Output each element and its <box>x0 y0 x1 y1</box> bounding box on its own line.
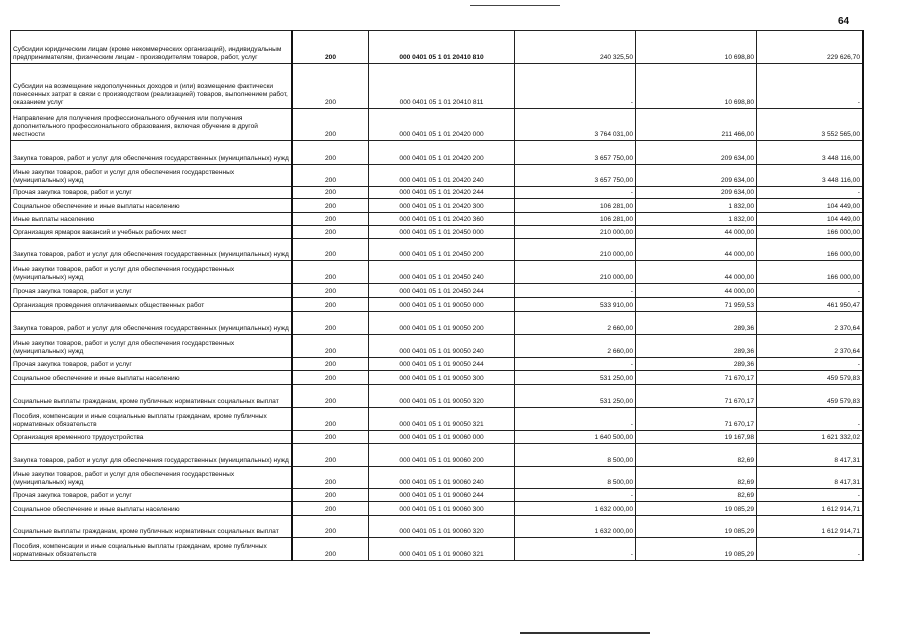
row-code: 200 <box>292 141 369 165</box>
row-unexecuted-amount: 2 370,64 <box>757 335 864 358</box>
table-row <box>11 516 864 538</box>
row-name: Субсидии юридическим лицам (кроме некоммерческих организаций), индивидуальным предпринимателям, физическим лицам - производителям товаров, работ, услуг <box>11 31 293 64</box>
row-code: 200 <box>292 239 369 261</box>
row-executed-amount: 71 959,53 <box>636 298 757 312</box>
row-classification-code: 000 0401 05 1 01 20420 300 <box>369 199 515 213</box>
scan-artifact-line <box>520 632 650 634</box>
row-approved-amount: - <box>515 358 636 371</box>
row-classification-code: 000 0401 05 1 01 90050 320 <box>369 385 515 408</box>
row-approved-amount: - <box>515 408 636 431</box>
table-row <box>11 489 864 502</box>
row-executed-amount: 44 000,00 <box>636 284 757 298</box>
row-approved-amount: 533 910,00 <box>515 298 636 312</box>
table-row <box>11 199 864 213</box>
table-row <box>11 371 864 385</box>
row-classification-code: 000 0401 05 1 01 20450 200 <box>369 239 515 261</box>
row-executed-amount: 209 634,00 <box>636 187 757 199</box>
table-row <box>11 358 864 371</box>
row-executed-amount: 44 000,00 <box>636 239 757 261</box>
row-unexecuted-amount: 1 612 914,71 <box>757 516 864 538</box>
row-executed-amount: 82,69 <box>636 444 757 467</box>
row-name: Социальные выплаты гражданам, кроме публичных нормативных социальных выплат <box>11 516 293 538</box>
row-approved-amount: - <box>515 538 636 561</box>
row-classification-code: 000 0401 05 1 01 90050 000 <box>369 298 515 312</box>
row-classification-code: 000 0401 05 1 01 90060 200 <box>369 444 515 467</box>
row-code: 200 <box>292 298 369 312</box>
table-row <box>11 31 864 64</box>
row-code: 200 <box>292 284 369 298</box>
row-executed-amount: 71 670,17 <box>636 371 757 385</box>
row-approved-amount: 2 660,00 <box>515 335 636 358</box>
row-unexecuted-amount: 2 370,64 <box>757 312 864 335</box>
row-executed-amount: 71 670,17 <box>636 385 757 408</box>
row-unexecuted-amount: 166 000,00 <box>757 261 864 284</box>
row-name: Направление для получения профессионального обучения или получения дополнительного профессионального образования, включая обучение в другой местности <box>11 109 293 141</box>
row-executed-amount: 82,69 <box>636 489 757 502</box>
row-code: 200 <box>292 516 369 538</box>
table-row <box>11 385 864 408</box>
row-approved-amount: 8 500,00 <box>515 467 636 489</box>
table-row <box>11 213 864 226</box>
row-code: 200 <box>292 489 369 502</box>
row-unexecuted-amount: 104 449,00 <box>757 199 864 213</box>
row-approved-amount: 531 250,00 <box>515 371 636 385</box>
row-classification-code: 000 0401 05 1 01 90050 244 <box>369 358 515 371</box>
row-classification-code: 000 0401 05 1 01 90060 300 <box>369 502 515 516</box>
table-row <box>11 538 864 561</box>
row-unexecuted-amount: 459 579,83 <box>757 385 864 408</box>
row-approved-amount: 106 281,00 <box>515 213 636 226</box>
row-approved-amount: - <box>515 64 636 109</box>
row-classification-code: 000 0401 05 1 01 20450 240 <box>369 261 515 284</box>
row-classification-code: 000 0401 05 1 01 20450 000 <box>369 226 515 239</box>
row-executed-amount: 1 832,00 <box>636 213 757 226</box>
row-name: Социальное обеспечение и иные выплаты населению <box>11 199 293 213</box>
row-code: 200 <box>292 385 369 408</box>
row-name: Иные выплаты населению <box>11 213 293 226</box>
row-name: Иные закупки товаров, работ и услуг для обеспечения государственных (муниципальных) нужд <box>11 165 293 187</box>
row-unexecuted-amount: 8 417,31 <box>757 444 864 467</box>
row-name: Субсидии на возмещение недополученных доходов и (или) возмещение фактически понесенных затрат в связи с производством (реализацией) товаров, выполнением работ, оказанием услуг <box>11 64 293 109</box>
row-code: 200 <box>292 261 369 284</box>
row-code: 200 <box>292 444 369 467</box>
row-name: Организация проведения оплачиваемых общественных работ <box>11 298 293 312</box>
row-executed-amount: 44 000,00 <box>636 261 757 284</box>
row-unexecuted-amount: 1 621 332,02 <box>757 431 864 444</box>
row-code: 200 <box>292 467 369 489</box>
row-executed-amount: 1 832,00 <box>636 199 757 213</box>
row-unexecuted-amount: - <box>757 538 864 561</box>
row-approved-amount: 1 632 000,00 <box>515 516 636 538</box>
table-row <box>11 187 864 199</box>
table-row <box>11 239 864 261</box>
row-executed-amount: 289,36 <box>636 312 757 335</box>
row-unexecuted-amount: - <box>757 408 864 431</box>
row-classification-code: 000 0401 05 1 01 90050 321 <box>369 408 515 431</box>
row-code: 200 <box>292 335 369 358</box>
row-executed-amount: 10 698,80 <box>636 64 757 109</box>
budget-execution-table <box>10 30 864 561</box>
row-approved-amount: 531 250,00 <box>515 385 636 408</box>
row-unexecuted-amount: 8 417,31 <box>757 467 864 489</box>
row-classification-code: 000 0401 05 1 01 90060 240 <box>369 467 515 489</box>
table-row <box>11 298 864 312</box>
row-approved-amount: 210 000,00 <box>515 239 636 261</box>
row-name: Закупка товаров, работ и услуг для обеспечения государственных (муниципальных) нужд <box>11 239 293 261</box>
table-row <box>11 226 864 239</box>
row-executed-amount: 289,36 <box>636 358 757 371</box>
row-executed-amount: 211 466,00 <box>636 109 757 141</box>
row-executed-amount: 209 634,00 <box>636 165 757 187</box>
row-code: 200 <box>292 187 369 199</box>
row-classification-code: 000 0401 05 1 01 90060 321 <box>369 538 515 561</box>
row-unexecuted-amount: 104 449,00 <box>757 213 864 226</box>
table-row <box>11 502 864 516</box>
row-unexecuted-amount: 229 626,70 <box>757 31 864 64</box>
table-row <box>11 444 864 467</box>
row-name: Пособия, компенсации и иные социальные выплаты гражданам, кроме публичных нормативных обязательств <box>11 538 293 561</box>
row-code: 200 <box>292 358 369 371</box>
row-name: Иные закупки товаров, работ и услуг для обеспечения государственных (муниципальных) нужд <box>11 261 293 284</box>
row-code: 200 <box>292 538 369 561</box>
row-executed-amount: 71 670,17 <box>636 408 757 431</box>
row-classification-code: 000 0401 05 1 01 90050 300 <box>369 371 515 385</box>
row-unexecuted-amount: - <box>757 284 864 298</box>
row-code: 200 <box>292 31 369 64</box>
row-classification-code: 000 0401 05 1 01 20420 000 <box>369 109 515 141</box>
row-approved-amount: 1 640 500,00 <box>515 431 636 444</box>
row-name: Прочая закупка товаров, работ и услуг <box>11 284 293 298</box>
row-unexecuted-amount: 461 950,47 <box>757 298 864 312</box>
row-code: 200 <box>292 408 369 431</box>
table-row <box>11 284 864 298</box>
row-executed-amount: 289,36 <box>636 335 757 358</box>
row-unexecuted-amount: 3 448 116,00 <box>757 141 864 165</box>
row-code: 200 <box>292 226 369 239</box>
row-executed-amount: 82,69 <box>636 467 757 489</box>
row-name: Прочая закупка товаров, работ и услуг <box>11 187 293 199</box>
row-classification-code: 000 0401 05 1 01 20410 810 <box>369 31 515 64</box>
row-executed-amount: 44 000,00 <box>636 226 757 239</box>
row-approved-amount: - <box>515 187 636 199</box>
page-number: 64 <box>838 16 850 27</box>
table-row <box>11 261 864 284</box>
row-name: Пособия, компенсации и иные социальные выплаты гражданам, кроме публичных нормативных обязательств <box>11 408 293 431</box>
row-name: Закупка товаров, работ и услуг для обеспечения государственных (муниципальных) нужд <box>11 141 293 165</box>
row-name: Закупка товаров, работ и услуг для обеспечения государственных (муниципальных) нужд <box>11 312 293 335</box>
row-classification-code: 000 0401 05 1 01 90050 200 <box>369 312 515 335</box>
row-approved-amount: 3 657 750,00 <box>515 165 636 187</box>
row-unexecuted-amount: - <box>757 358 864 371</box>
row-classification-code: 000 0401 05 1 01 20410 811 <box>369 64 515 109</box>
row-name: Закупка товаров, работ и услуг для обеспечения государственных (муниципальных) нужд <box>11 444 293 467</box>
row-approved-amount: - <box>515 489 636 502</box>
row-code: 200 <box>292 312 369 335</box>
row-name: Иные закупки товаров, работ и услуг для обеспечения государственных (муниципальных) нужд <box>11 335 293 358</box>
row-approved-amount: 210 000,00 <box>515 261 636 284</box>
row-unexecuted-amount: - <box>757 489 864 502</box>
row-executed-amount: 19 167,98 <box>636 431 757 444</box>
row-unexecuted-amount: 1 612 914,71 <box>757 502 864 516</box>
row-unexecuted-amount: - <box>757 64 864 109</box>
row-code: 200 <box>292 64 369 109</box>
table-row <box>11 141 864 165</box>
row-name: Социальные выплаты гражданам, кроме публичных нормативных социальных выплат <box>11 385 293 408</box>
row-unexecuted-amount: 3 448 116,00 <box>757 165 864 187</box>
row-name: Прочая закупка товаров, работ и услуг <box>11 358 293 371</box>
row-executed-amount: 19 085,29 <box>636 538 757 561</box>
row-name: Иные закупки товаров, работ и услуг для обеспечения государственных (муниципальных) нужд <box>11 467 293 489</box>
row-approved-amount: 106 281,00 <box>515 199 636 213</box>
row-unexecuted-amount: 166 000,00 <box>757 239 864 261</box>
table-row <box>11 109 864 141</box>
row-unexecuted-amount: 459 579,83 <box>757 371 864 385</box>
row-code: 200 <box>292 431 369 444</box>
row-classification-code: 000 0401 05 1 01 90060 320 <box>369 516 515 538</box>
table-row <box>11 335 864 358</box>
row-name: Социальное обеспечение и иные выплаты населению <box>11 502 293 516</box>
row-classification-code: 000 0401 05 1 01 20420 240 <box>369 165 515 187</box>
row-executed-amount: 209 634,00 <box>636 141 757 165</box>
row-code: 200 <box>292 371 369 385</box>
row-classification-code: 000 0401 05 1 01 20420 360 <box>369 213 515 226</box>
scan-artifact-line <box>470 5 560 6</box>
row-code: 200 <box>292 165 369 187</box>
row-approved-amount: 3 764 031,00 <box>515 109 636 141</box>
row-name: Организация ярмарок вакансий и учебных рабочих мест <box>11 226 293 239</box>
table-row <box>11 408 864 431</box>
row-classification-code: 000 0401 05 1 01 90060 244 <box>369 489 515 502</box>
row-classification-code: 000 0401 05 1 01 20420 200 <box>369 141 515 165</box>
row-executed-amount: 19 085,29 <box>636 516 757 538</box>
row-approved-amount: 3 657 750,00 <box>515 141 636 165</box>
row-unexecuted-amount: 166 000,00 <box>757 226 864 239</box>
row-code: 200 <box>292 502 369 516</box>
row-classification-code: 000 0401 05 1 01 20420 244 <box>369 187 515 199</box>
row-approved-amount: 8 500,00 <box>515 444 636 467</box>
row-name: Социальное обеспечение и иные выплаты населению <box>11 371 293 385</box>
table-row <box>11 431 864 444</box>
table-row <box>11 165 864 187</box>
row-approved-amount: 210 000,00 <box>515 226 636 239</box>
row-code: 200 <box>292 199 369 213</box>
row-unexecuted-amount: 3 552 565,00 <box>757 109 864 141</box>
row-classification-code: 000 0401 05 1 01 20450 244 <box>369 284 515 298</box>
row-code: 200 <box>292 109 369 141</box>
row-name: Организация временного трудоустройства <box>11 431 293 444</box>
row-executed-amount: 19 085,29 <box>636 502 757 516</box>
row-code: 200 <box>292 213 369 226</box>
row-approved-amount: 240 325,50 <box>515 31 636 64</box>
row-classification-code: 000 0401 05 1 01 90060 000 <box>369 431 515 444</box>
row-approved-amount: 2 660,00 <box>515 312 636 335</box>
table-row <box>11 64 864 109</box>
table-row <box>11 467 864 489</box>
table-row <box>11 312 864 335</box>
row-approved-amount: - <box>515 284 636 298</box>
row-classification-code: 000 0401 05 1 01 90050 240 <box>369 335 515 358</box>
row-name: Прочая закупка товаров, работ и услуг <box>11 489 293 502</box>
row-executed-amount: 10 698,80 <box>636 31 757 64</box>
row-approved-amount: 1 632 000,00 <box>515 502 636 516</box>
row-unexecuted-amount: - <box>757 187 864 199</box>
